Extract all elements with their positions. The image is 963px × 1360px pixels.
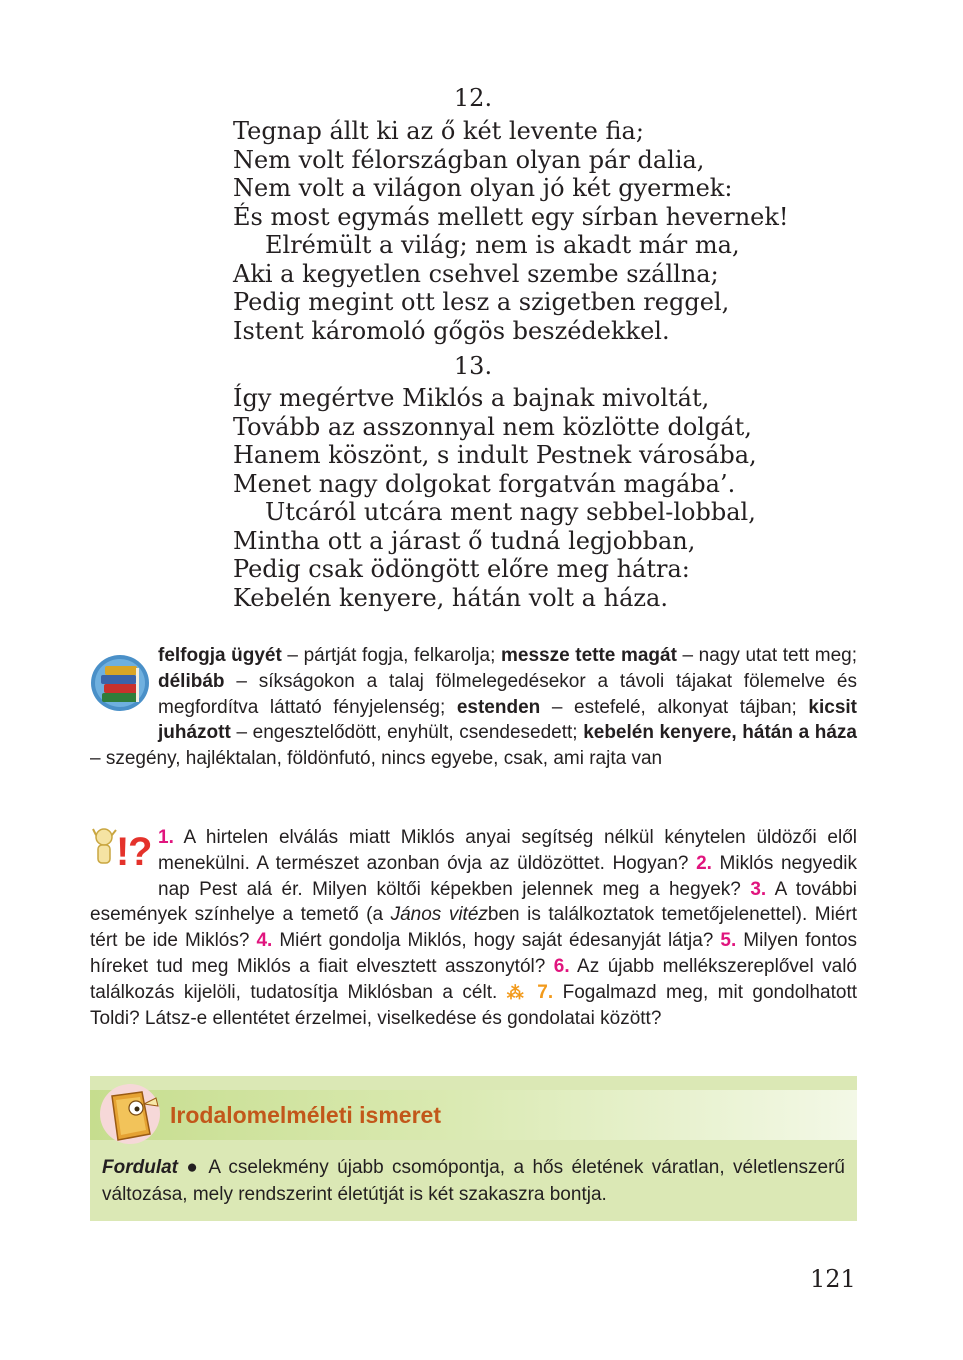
gloss-term: délibáb bbox=[158, 670, 225, 692]
theory-definition-text: A cselekmény újabb csomópontja, a hős életének váratlan, véletlenszerű változása, mely rendszerint életútját is két szakaszra bontja. bbox=[102, 1157, 845, 1205]
gloss-def: – engesztelődött, enyhült, csendesedett; bbox=[230, 722, 584, 744]
verse-line: Aki a kegyetlen csehvel szembe szállna; bbox=[233, 259, 719, 288]
question-text: Miklós negyedik nap Pest alá ér. Milyen költői képekben jelennek meg a hegyek? bbox=[158, 852, 857, 900]
verse-line: Istent káromoló gőgös beszédekkel. bbox=[233, 316, 670, 345]
question-number: 7. bbox=[537, 981, 554, 1003]
gloss-term: messze tette magát bbox=[500, 645, 677, 666]
gloss-def: – szegény, hajléktalan, földönfutó, nincs egyebe, csak, ami rajta van bbox=[90, 748, 663, 770]
gloss-def: – nagy utat tett meg; bbox=[676, 645, 857, 666]
book-character-icon bbox=[98, 1078, 168, 1148]
verse-line: Nem volt félországban olyan pár dalia, bbox=[233, 145, 705, 174]
gloss-term: kebelén kenyere, hátán a háza bbox=[583, 722, 857, 744]
question-text: A további események színhelye a temető (a bbox=[90, 878, 857, 926]
verse-line: Pedig megint ott lesz a szigetben reggel, bbox=[233, 288, 730, 316]
question-number: 4. bbox=[256, 930, 273, 952]
question-number: 2. bbox=[696, 852, 712, 874]
questions bbox=[90, 825, 857, 1031]
theory-box-title: Irodalomelméleti ismeret bbox=[170, 1102, 441, 1128]
question-text: Az újabb mellékszereplővel való találkozás kijelöli, tudatosítja Miklósban a célt. bbox=[90, 955, 857, 1003]
question-number: 1. bbox=[158, 827, 174, 848]
page-number: 121 bbox=[810, 1265, 856, 1293]
gloss-term: felfogja ügyét bbox=[158, 645, 282, 666]
verse-line: Menet nagy dolgokat forgatván magába’. bbox=[233, 469, 736, 498]
question-text: ben is találkoztatok temetőjelenettel). Miért tért be ide Miklós? bbox=[90, 904, 858, 952]
stanza-number-13: 13. bbox=[453, 352, 493, 380]
question-italic-title: János vitéz bbox=[390, 904, 488, 926]
verse-line: Tegnap állt ki az ő két levente fia; bbox=[233, 117, 644, 145]
question-text: Milyen fontos híreket tud meg Miklós a fiait elvesztett asszonytól? bbox=[90, 930, 857, 977]
gloss-term: kicsit juházott bbox=[158, 696, 857, 744]
verse-line: Hanem köszönt, s indult Pestnek városába, bbox=[233, 441, 757, 469]
question-text: Miért gondolja Miklós, hogy saját édesanyját látja? bbox=[272, 930, 721, 952]
question-text: Fogalmazd meg, mit gondolhatott Toldi? Látsz-e ellentétet érzelmei, viselkedése és gondolatai között? bbox=[90, 981, 858, 1029]
gloss-def: – síkságokon a talaj fölmelegedésekor a távoli tájakat fölemelve és megfordítva láttató fényjelenség; bbox=[158, 670, 857, 718]
book-stack-icon bbox=[90, 643, 158, 721]
theory-box-header bbox=[90, 1090, 857, 1140]
theory-term: Fordulat bbox=[102, 1157, 178, 1178]
star-cluster-icon: ⁂ bbox=[506, 982, 528, 1002]
verse-line: Így megértve Miklós a bajnak mivoltát, bbox=[233, 384, 710, 412]
glossary bbox=[90, 643, 857, 772]
svg-text:!: ! bbox=[116, 830, 130, 873]
stanza-number-12: 12. bbox=[453, 84, 493, 112]
theory-box bbox=[90, 1076, 857, 1221]
svg-text:?: ? bbox=[128, 830, 153, 873]
stanza-13 bbox=[233, 384, 833, 612]
bullet: ● bbox=[178, 1157, 209, 1178]
gloss-def: – pártját fogja, felkarolja; bbox=[281, 645, 501, 666]
gloss-def: – estefelé, alkonyat tájban; bbox=[540, 696, 809, 718]
theory-definition bbox=[102, 1154, 845, 1208]
verse-line: Pedig csak ödöngött előre meg hátra: bbox=[233, 555, 690, 583]
question-number: 3. bbox=[750, 878, 767, 900]
verse-line: Nem volt a világon olyan jó két gyermek: bbox=[233, 174, 733, 202]
verse-line: Kebelén kenyere, hátán volt a háza. bbox=[233, 583, 668, 612]
question-text: A hirtelen elválás miatt Miklós anyai segítség nélkül kénytelen üldözői elől menekülni. A természet azonban óvja az üldözöttet. Hogyan? bbox=[158, 827, 857, 874]
question-number: 6. bbox=[553, 955, 570, 977]
verse-line: Elrémült a világ; nem is akadt már ma, bbox=[265, 231, 740, 259]
verse-line: Mintha ott a járast ő tudná legjobban, bbox=[233, 526, 696, 555]
verse-line: És most egymás mellett egy sírban hevernek! bbox=[233, 202, 789, 231]
verse-line: Tovább az asszonnyal nem közlötte dolgát, bbox=[233, 412, 752, 441]
question-number: 5. bbox=[720, 930, 737, 952]
verse-line: Utcáról utcára ment nagy sebbel-lobbal, bbox=[265, 498, 756, 526]
thinking-figure-question-icon bbox=[90, 825, 158, 877]
stanza-12 bbox=[233, 117, 833, 345]
gloss-term: estenden bbox=[456, 696, 541, 718]
